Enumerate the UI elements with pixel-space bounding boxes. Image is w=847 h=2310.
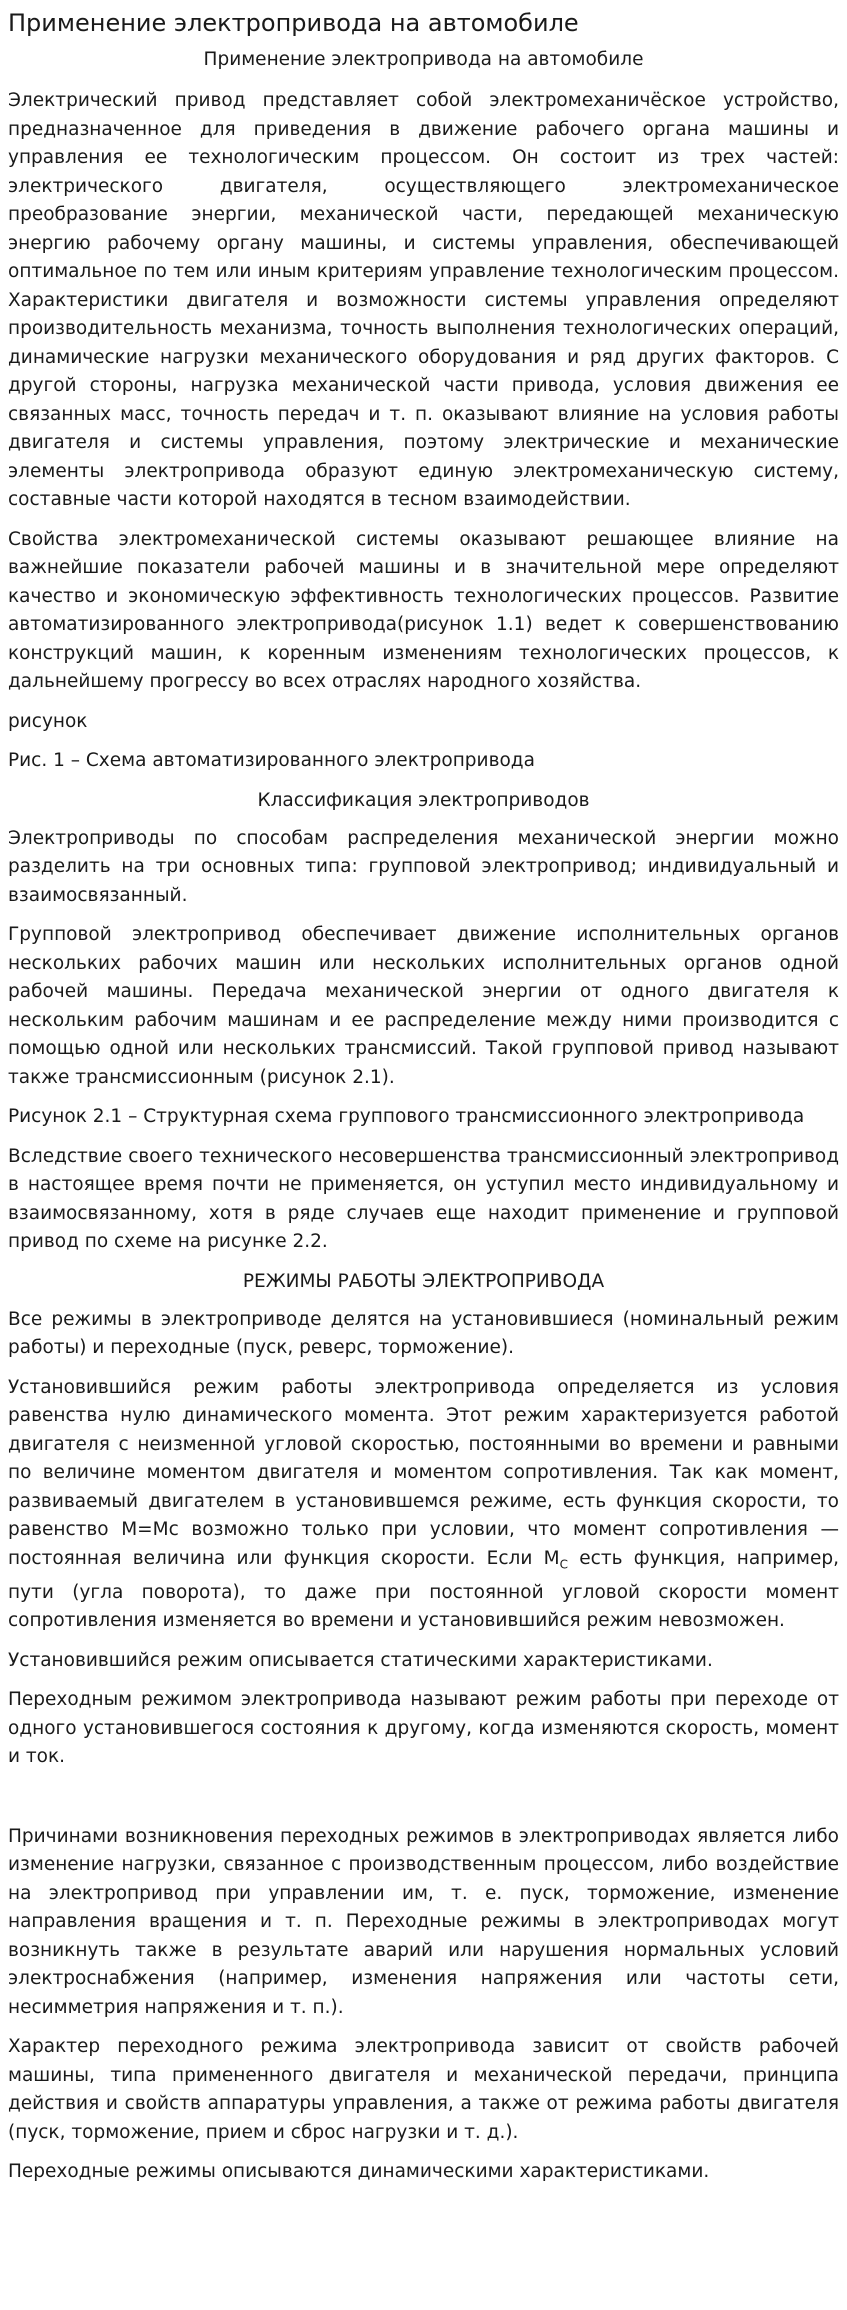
steady-state-text-b: есть функция, например, пути (угла поворота), то даже при постоянной угловой скорости момент сопротивления изменяется во времени и установившийся режим невозможен.: [8, 1547, 839, 1632]
paragraph-dynamic: Переходные режимы описываются динамическими характеристиками.: [8, 2161, 710, 2183]
document-title: Применение электропривода на автомобиле: [8, 9, 579, 37]
document-subtitle: Применение электропривода на автомобиле: [203, 49, 644, 70]
section-heading-modes: РЕЖИМЫ РАБОТЫ ЭЛЕКТРОПРИВОДА: [242, 1270, 605, 1292]
paragraph-types: Электроприводы по способам распределения механической энергии можно разделить на три основных типа: групповой электропривод; индивидуальный и взаимосвязанный.: [8, 827, 839, 906]
figure-2-1-caption: Рисунок 2.1 – Структурная схема группового трансмиссионного электропривода: [8, 1106, 805, 1127]
steady-state-text-a: Установившийся режим работы электропривода определяется из условия равенства нулю динамического момента. Этот режим характеризуется работой двигателя с неизменной угловой скоростью, постоянными во времени и равными по величине моментом двигателя и моментом сопротивления. Так как момент, развиваемый двигателем в установившемся режиме, есть функция скорости, то равенство М=Мс возможно только при условии, что момент сопротивления — постоянная величина или функция скорости. Если М: [8, 1376, 839, 1569]
section-heading-classification: Классификация электроприводов: [257, 789, 590, 811]
paragraph-causes: Причинами возникновения переходных режимов в электроприводах является либо изменение нагрузки, связанное с производственным процессом, либо воздействие на электропривод при управлении им, т. е. пуск, торможение, изменение направления вращения и т. п. Переходные режимы в электроприводах могут возникнуть также в результате аварий или нарушения нормальных условий электроснабжения (например, изменения напряжения или частоты сети, несимметрия напряжения и т. п.).: [8, 1825, 839, 2018]
subscript-c: С: [559, 1557, 568, 1572]
paragraph-transmission: Вследствие своего технического несовершенства трансмиссионный электропривод в настоящее время почти не применяется, он уступил место индивидуальному и взаимосвязанному, хотя в ряде случаев еще находит применение и групповой привод по схеме на рисунке 2.2.: [8, 1145, 839, 1252]
paragraph-character: Характер переходного режима электропривода зависит от свойств рабочей машины, типа примененного двигателя и механической передачи, принципа действия и свойств аппаратуры управления, а также от режима работы двигателя (пуск, торможение, прием и сброс нагрузки и т. д.).: [8, 2036, 839, 2143]
document-page: [0, 6, 847, 2187]
paragraph-transient: Переходным режимом электропривода называют режим работы при переходе от одного установившегося состояния к другому, когда изменяются скорость, момент и ток.: [8, 1689, 839, 1768]
paragraph-steady-state: [8, 1374, 839, 1636]
paragraph-static: Установившийся режим описывается статическими характеристиками.: [8, 1649, 713, 1671]
paragraph-intro: Электрический привод представляет собой электромеханичёское устройство, предназначенное для приведения в движение рабочего органа машины и управления ее технологическим процессом. Он состоит из трех частей: электрического двигателя, осуществляющего электромеханическое преобразование энергии, механической части, передающей механическую энергию рабочему органу машины, и системы управления, обеспечивающей оптимальное по тем или иным критериям управление технологическим процессом. Характеристики двигателя и возможности системы управления определяют производительность механизма, точность выполнения технологических операций, динамические нагрузки механического оборудования и ряд других факторов. С другой стороны, нагрузка механической части привода, условия движения ее связанных масс, точность передач и т. п. оказывают влияние на условия работы двигателя и системы управления, поэтому электрические и механические элементы электропривода образуют единую электромеханическую систему, составные части которой находятся в тесном взаимодействии.: [8, 90, 839, 510]
figure-1-caption: Рис. 1 – Схема автоматизированного электропривода: [8, 750, 535, 771]
paragraph-properties: Свойства электромеханической системы оказывают решающее влияние на важнейшие показатели рабочей машины и в значительной мере определяют качество и экономическую эффективность технологических процессов. Развитие автоматизированного электропривода(рисунок 1.1) ведет к совершенствованию конструкций машин, к коренным изменениям технологических процессов, к дальнейшему прогрессу во всех отраслях народного хозяйства.: [8, 528, 839, 692]
paragraph-modes: Все режимы в электроприводе делятся на установившиеся (номинальный режим работы) и переходные (пуск, реверс, торможение).: [8, 1308, 839, 1358]
spacer: [8, 1783, 839, 1823]
paragraph-group-drive: Групповой электропривод обеспечивает движение исполнительных органов нескольких рабочих машин или нескольких исполнительных органов одной рабочей машины. Передача механической энергии от одного двигателя к нескольким рабочим машинам и ее распределение между ними производится с помощью одной или нескольких трансмиссий. Такой групповой привод называют также трансмиссионным (рисунок 2.1).: [8, 924, 839, 1088]
figure-placeholder-text: рисунок: [8, 710, 88, 732]
